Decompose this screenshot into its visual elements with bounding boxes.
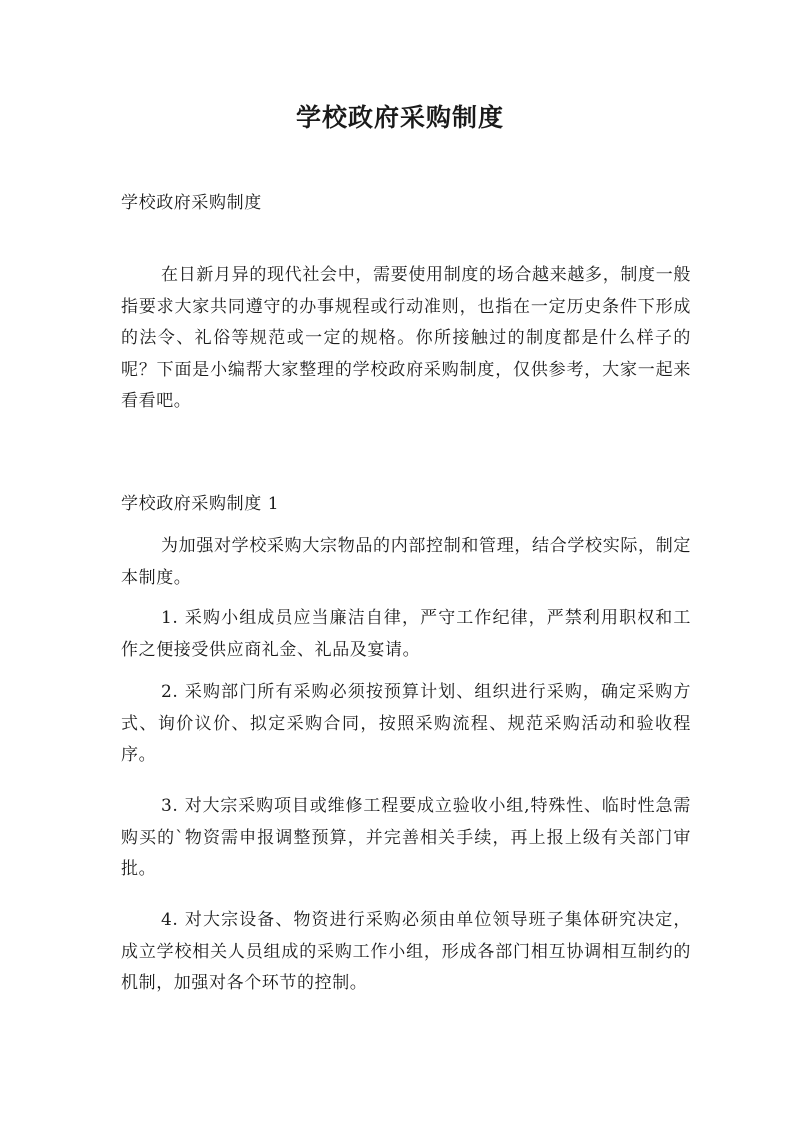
- list-item: 1. 采购小组成员应当廉洁自律，严守工作纪律，严禁利用职权和工作之便接受供应商礼金、礼品及宴请。: [121, 608, 691, 660]
- document-subtitle: 学校政府采购制度: [121, 193, 262, 213]
- document-title: 学校政府采购制度: [295, 103, 504, 132]
- list-item: 4. 对大宗设备、物资进行采购必须由单位领导班子集体研究决定，成立学校相关人员组成的采购工作小组，形成各部门相互协调相互制约的机制，加强对各个环节的控制。: [121, 910, 691, 993]
- intro-paragraph: 在日新月异的现代社会中，需要使用制度的场合越来越多，制度一般指要求大家共同遵守的办事规程或行动准则，也指在一定历史条件下形成的法令、礼俗等规范或一定的规格。你所接触过的制度都是什么样子的呢？下面是小编帮大家整理的学校政府采购制度，仅供参考，大家一起来看看吧。: [121, 265, 691, 411]
- list-item: 2. 采购部门所有采购必须按预算计划、组织进行采购，确定采购方式、询价议价、拟定采购合同，按照采购流程、规范采购活动和验收程序。: [121, 682, 691, 765]
- section-heading: 学校政府采购制度 1: [121, 494, 280, 514]
- list-item: 3. 对大宗采购项目或维修工程要成立验收小组,特殊性、临时性急需购买的`物资需申报调整预算，并完善相关手续，再上报上级有关部门审批。: [121, 796, 691, 879]
- section-lead-paragraph: 为加强对学校采购大宗物品的内部控制和管理，结合学校实际，制定本制度。: [121, 536, 691, 588]
